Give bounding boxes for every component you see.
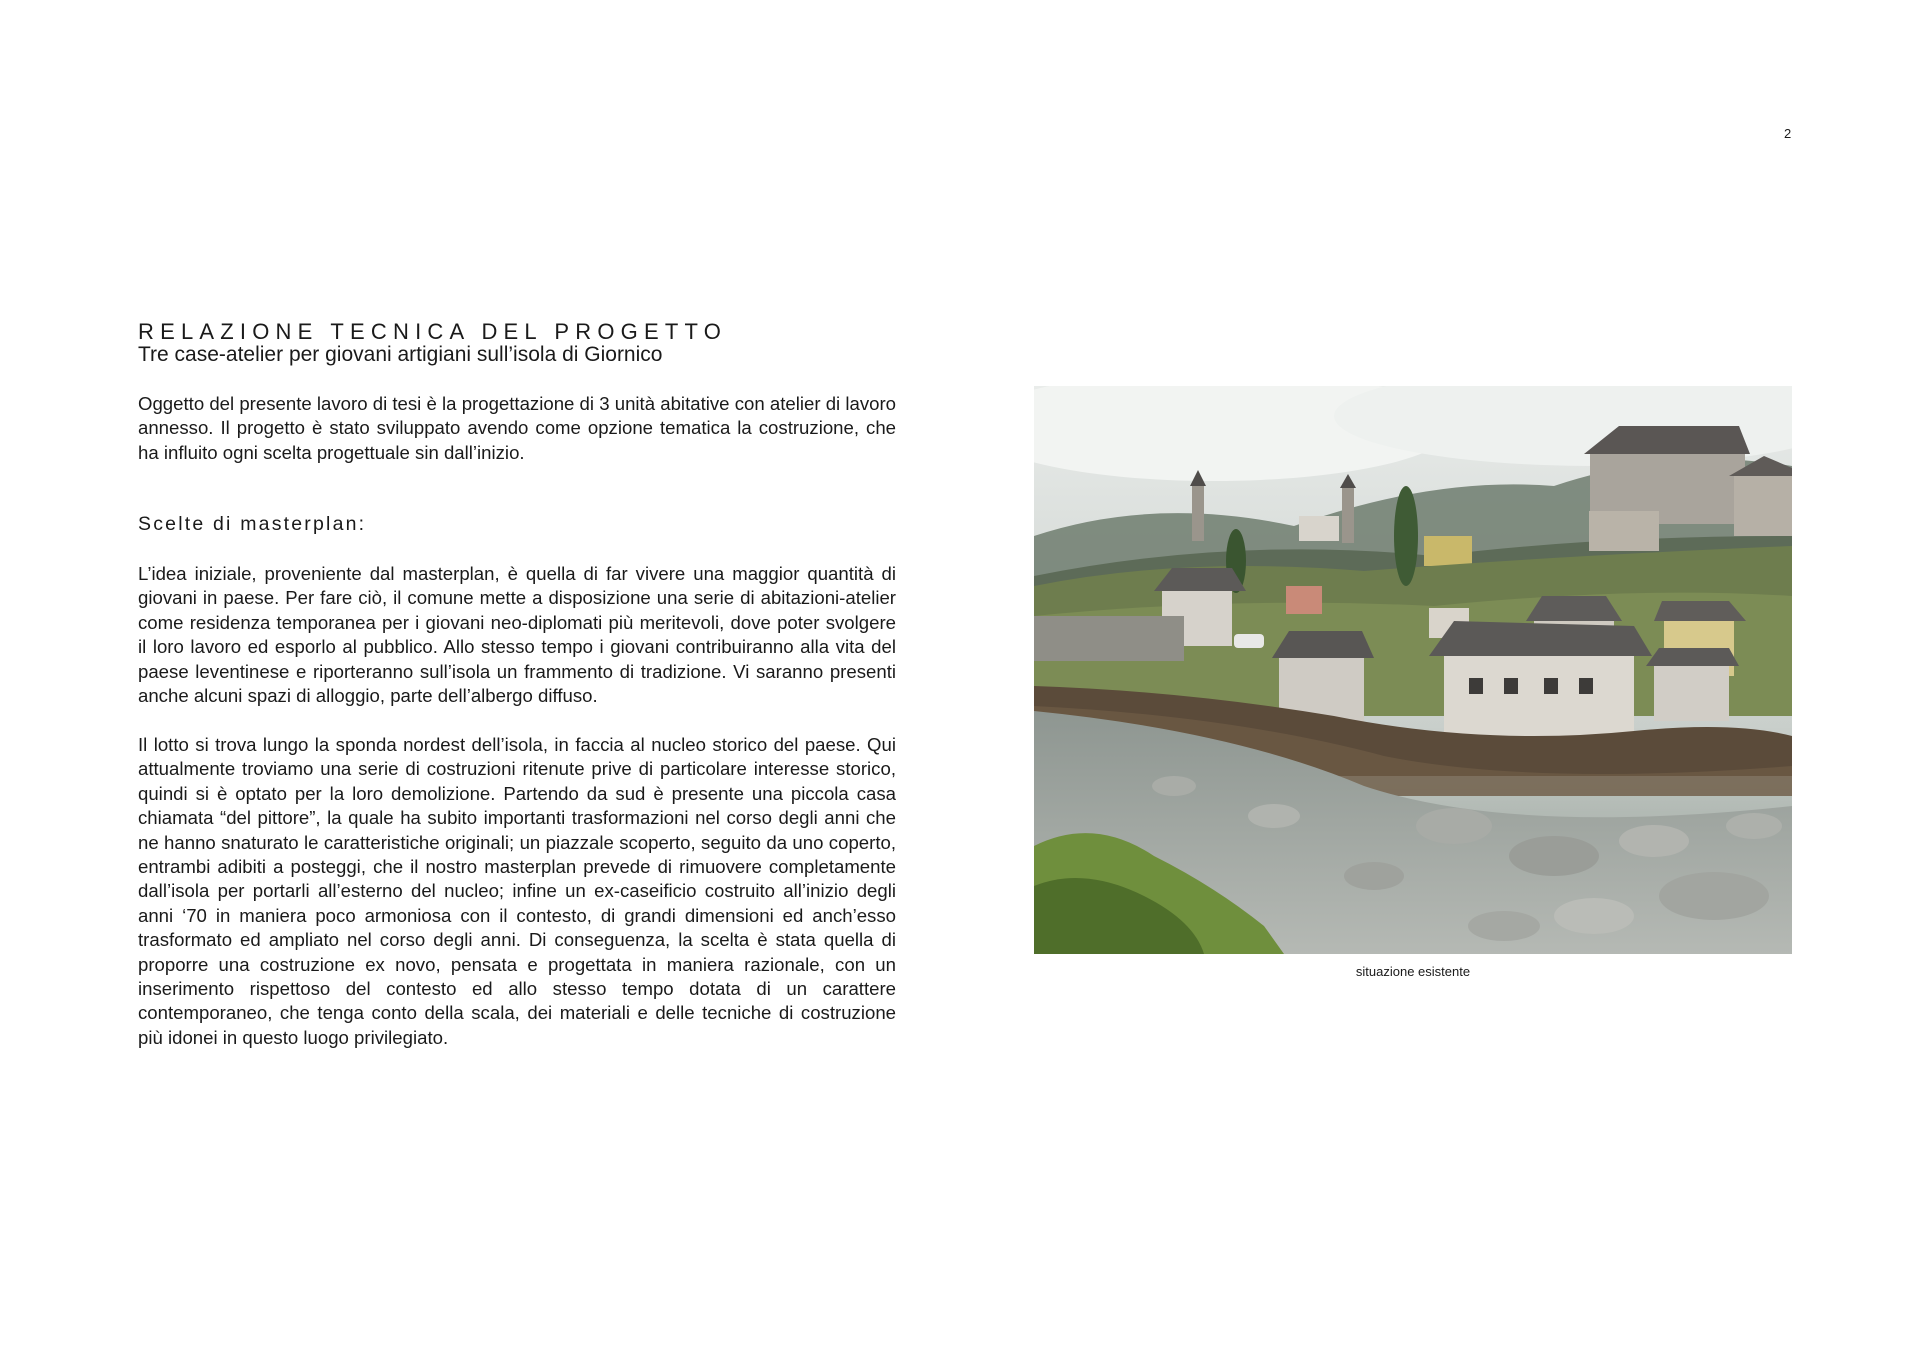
intro-paragraph: Oggetto del presente lavoro di tesi è la progettazione di 3 unità abitative con atelier di lavoro annesso. Il progetto è stato sviluppato avendo come opzione tematica la costruzione, che ha influito ogni scelta progettuale sin dall’inizio.: [138, 393, 896, 463]
photo-caption: situazione esistente: [1355, 964, 1471, 979]
page-number: 2: [1784, 126, 1792, 141]
document-subtitle: Tre case-atelier per giovani artigiani sull’isola di Giornico: [138, 343, 663, 366]
village-photo: [1034, 386, 1792, 954]
masterplan-paragraph: L’idea iniziale, proveniente dal masterplan, è quella di far vivere una maggior quantità di giovani in paese. Per fare ciò, il comune mette a disposizione una serie di abitazioni-atelier come residenza temporanea per i giovani neo-diplomati più meritevoli, dove poter svolgere il loro lavoro ed esporlo al pubblico. Allo stesso tempo i giovani contribuiranno alla vita del paese leventinese e riporteranno sull’isola un frammento di tradizione. Vi saranno presenti anche alcuni spazi di alloggio, parte dell’albergo diffuso.: [138, 563, 896, 707]
section-heading: Scelte di masterplan:: [138, 513, 367, 535]
document-title: RELAZIONE TECNICA DEL PROGETTO: [138, 319, 728, 344]
site-paragraph: Il lotto si trova lungo la sponda nordest dell’isola, in faccia al nucleo storico del paese. Qui attualmente troviamo una serie di costruzioni ritenute prive di particolare interesse storico, quindi si è optato per la loro demolizione. Partendo da sud è presente una piccola casa chiamata “del pittore”, la quale ha subito importanti trasformazioni nel corso degli anni che ne hanno snaturato le caratteristiche originali; un piazzale scoperto, seguito da uno coperto, entrambi adibiti a posteggi, che il nostro masterplan prevede di rimuovere completamente dall’isola per portarli all’esterno del nucleo; infine un ex-caseificio costruito all’inizio degli anni ‘70 in maniera poco armoniosa con il contesto, di grandi dimensioni ed anch’esso trasformato ed ampliato nel corso degli anni. Di conseguenza, la scelta è stata quella di proporre una costruzione ex novo, pensata e progettata in maniera razionale, con un inserimento rispettoso del contesto ed allo stesso tempo dotata di un carattere contemporaneo, che tenga conto della scala, dei materiali e delle tecniche di costruzione più idonei in questo luogo privilegiato.: [138, 734, 896, 1048]
